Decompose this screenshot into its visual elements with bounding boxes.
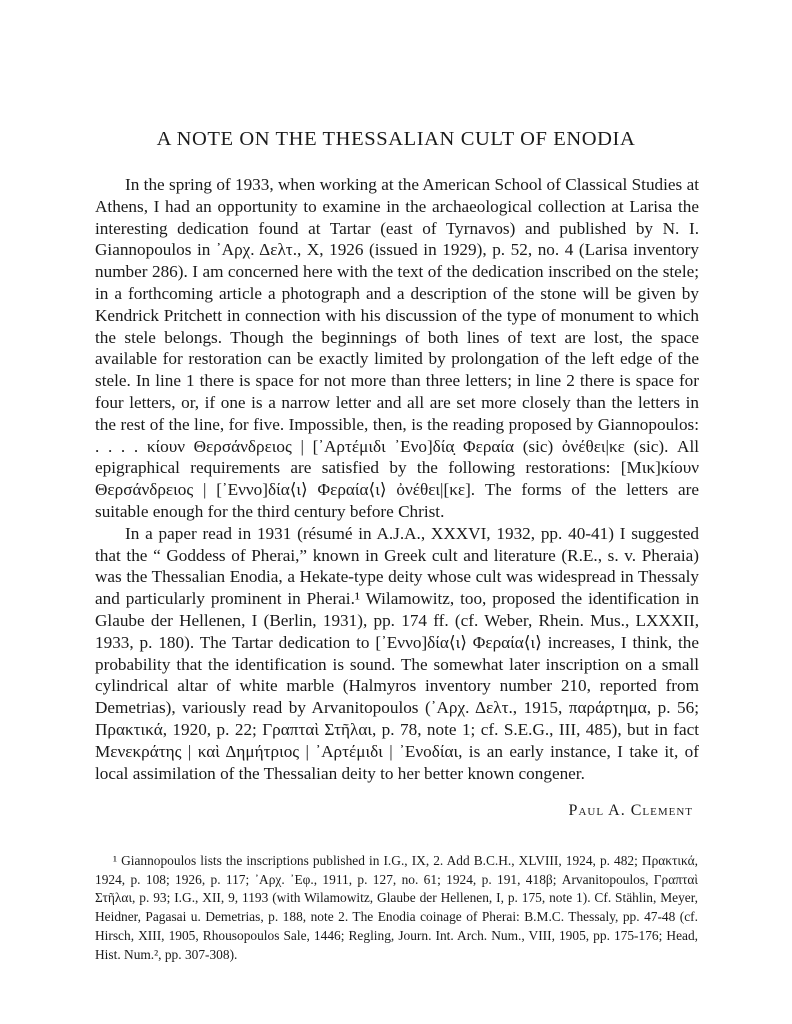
article-body bbox=[95, 174, 699, 784]
footnote bbox=[95, 852, 698, 964]
body-paragraph-1: In the spring of 1933, when working at the American School of Classical Studies at Athens, I had an opportunity to examine in the archaeological collection at Larisa the interesting dedication found at Tartar (east of Tyrnavos) and published by N. I. Giannopoulos in ᾿Αρχ. Δελτ., X, 1926 (issued in 1929), p. 52, no. 4 (Larisa inventory number 286). I am concerned here with the text of the dedication inscribed on the stele; in a forthcoming article a photograph and a description of the stone will be given by Kendrick Pritchett in connection with his discussion of the type of monument to which the stele belongs. Though the beginnings of both lines of text are lost, the space available for restoration can be exactly limited by prolongation of the left edge of the stele. In line 1 there is space for not more than three letters; in line 2 there is space for four letters, or, if one is a narrow letter and all are set more closely than the letters in the rest of the line, for five. Impossible, then, is the reading proposed by Giannopoulos: . . . . κίουν Θερσάνδρειος | [᾿Αρτέμιδι ᾿Ενο]δία̣ Φεραία (sic) ὀνέθει|κε (sic). All epigraphical requirements are satisfied by the following restorations: [Μικ]κίουν Θερσάνδρειος | [᾿Εννο]δία⟨ι⟩ Φεραία⟨ι⟩ ὀνέθει|[κε]. The forms of the letters are suitable enough for the third century before Christ. bbox=[95, 175, 699, 521]
body-paragraph-2: In a paper read in 1931 (résumé in A.J.A., XXXVI, 1932, pp. 40-41) I suggested that the “ Goddess of Pherai,” known in Greek cult and literature (R.E., s. v. Pheraia) was the Thessalian Enodia, a Hekate-type deity whose cult was widespread in Thessaly and particularly prominent in Pherai.¹ Wilamowitz, too, proposed the identification in Glaube der Hellenen, I (Berlin, 1931), pp. 174 ff. (cf. Weber, Rhein. Mus., LXXXII, 1933, p. 180). The Tartar dedication to [᾿Εννο]δία⟨ι⟩ Φεραία⟨ι⟩ increases, I think, the probability that the identification is sound. The somewhat later inscription on a small cylindrical altar of white marble (Halmyros inventory number 210, reported from Demetrias), variously read by Arvanitopoulos (᾿Αρχ. Δελτ., 1915, παράρτημα, p. 56; Πρακτικά, 1920, p. 22; Γραπταὶ Στῆλαι, p. 78, note 1; cf. S.E.G., III, 485), but in fact Μενεκράτης | καὶ Δημήτριος | ᾿Αρτέμιδι | ᾿Ενοδίαι, is an early instance, I take it, of local assimilation of the Thessalian deity to her better known congener. bbox=[95, 523, 699, 783]
author-signature: Paul A. Clement bbox=[568, 802, 693, 819]
footnote-1: ¹ Giannopoulos lists the inscriptions published in I.G., IX, 2. Add B.C.H., XLVIII, 1924, p. 482; Πρακτικά, 1924, p. 108; 1926, p. 117; ᾿Αρχ. ᾿Εφ., 1911, p. 127, no. 61; 1924, p. 191, 418β; Arvanitopoulos, Γραπταὶ Στῆλαι, p. 93; I.G., XII, 9, 1193 (with Wilamowitz, Glaube der Hellenen, I, p. 175, note 1). Cf. Stählin, Meyer, Heidner, Pagasai u. Demetrias, p. 188, note 2. The Enodia coinage of Pherai: B.M.C. Thessaly, pp. 47-48 (cf. Hirsch, XIII, 1905, Rhousopoulos Sale, 1446; Regling, Journ. Int. Arch. Num., VIII, 1905, pp. 175-176; Head, Hist. Num.², pp. 307-308). bbox=[95, 853, 698, 962]
article-title: A NOTE ON THE THESSALIAN CULT OF ENODIA bbox=[156, 128, 636, 150]
